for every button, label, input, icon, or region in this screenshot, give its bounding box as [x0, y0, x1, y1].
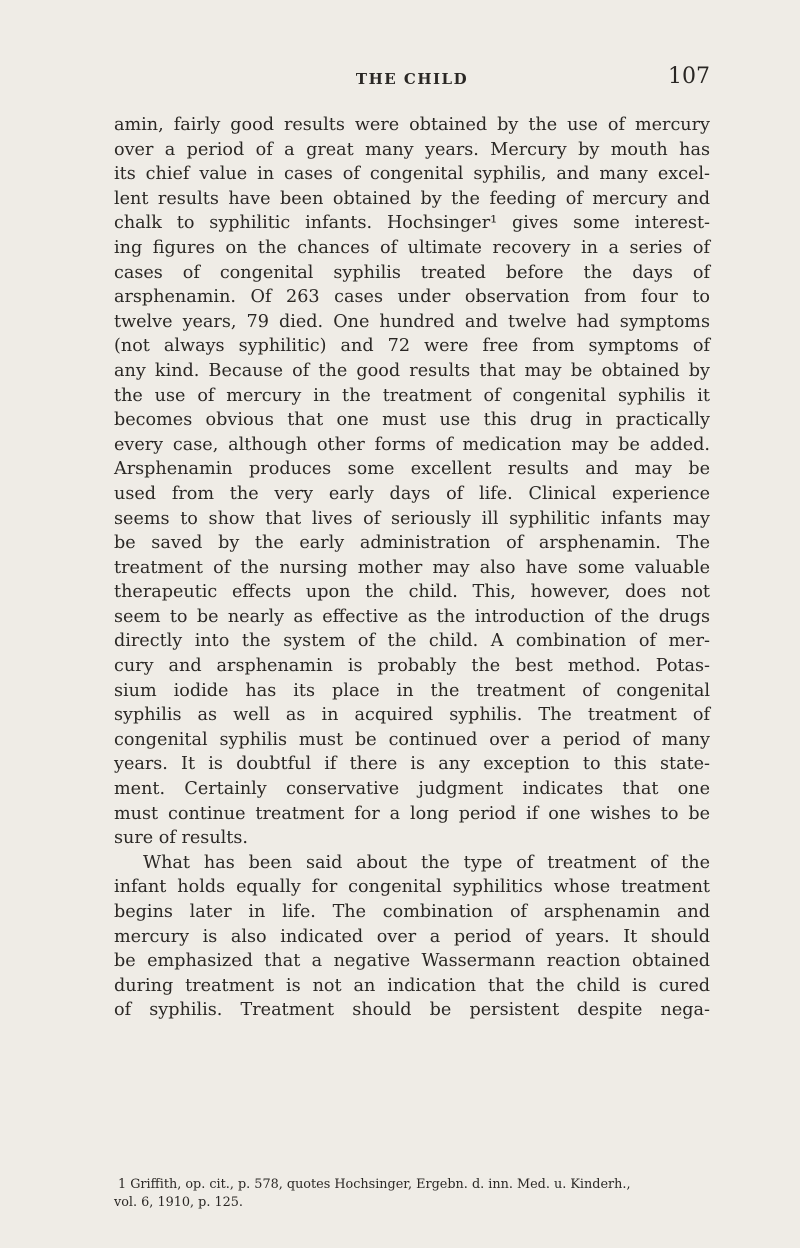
footnote-line: vol. 6, 1910, p. 125.	[114, 1195, 243, 1210]
text-line: cury and arsphenamin is probably the best method. Potas-	[114, 656, 710, 677]
text-line: infant holds equally for congenital syphilitics whose treatment	[114, 877, 710, 898]
text-line: cases of congenital syphilis treated before the days of	[114, 262, 710, 283]
running-title: THE CHILD	[355, 70, 469, 88]
text-line: used from the very early days of life. Clinical experience	[114, 483, 710, 504]
text-line: treatment of the nursing mother may also have some valuable	[114, 557, 710, 578]
text-line: (not always syphilitic) and 72 were free from symptoms of	[114, 336, 710, 357]
text-line: sure of results.	[114, 828, 248, 849]
text-line: seems to show that lives of seriously ill syphilitic infants may	[114, 508, 710, 529]
page-number: 107	[668, 64, 710, 89]
text-line: ing figures on the chances of ultimate recovery in a series of	[114, 237, 710, 258]
text-line: of syphilis. Treatment should be persistent despite nega-	[114, 1000, 710, 1021]
text-line: therapeutic effects upon the child. This, however, does not	[114, 582, 710, 603]
text-line: arsphenamin. Of 263 cases under observation from four to	[114, 287, 710, 308]
text-line: lent results have been obtained by the feeding of mercury and	[114, 188, 710, 209]
text-line: directly into the system of the child. A combination of mer-	[114, 631, 710, 652]
text-line: during treatment is not an indication that the child is cured	[114, 975, 710, 996]
text-line: its chief value in cases of congenital syphilis, and many excel-	[114, 164, 710, 185]
text-line: amin, fairly good results were obtained by the use of mercury	[114, 115, 710, 135]
text-line: becomes obvious that one must use this drug in practically	[114, 410, 710, 431]
text-line: every case, although other forms of medication may be added.	[114, 434, 710, 455]
text-line: ment. Certainly conservative judgment indicates that one	[114, 779, 710, 800]
text-line: must continue treatment for a long period if one wishes to be	[114, 803, 710, 824]
text-line: What has been said about the type of treatment of the	[143, 852, 710, 873]
text-line: sium iodide has its place in the treatment of congenital	[114, 680, 710, 701]
footnote-line: 1 Griffith, op. cit., p. 578, quotes Hochsinger, Ergebn. d. inn. Med. u. Kinderh.,	[118, 1177, 631, 1192]
text-line: mercury is also indicated over a period of years. It should	[114, 926, 710, 947]
text-line: seem to be nearly as effective as the introduction of the drugs	[114, 606, 710, 627]
text-line: over a period of a great many years. Mercury by mouth has	[114, 139, 710, 160]
text-line: syphilis as well as in acquired syphilis. The treatment of	[114, 705, 710, 726]
text-line: Arsphenamin produces some excellent results and may be	[114, 459, 710, 480]
text-line: be emphasized that a negative Wassermann reaction obtained	[114, 951, 710, 972]
text-line: congenital syphilis must be continued over a period of many	[114, 729, 710, 750]
text-line: the use of mercury in the treatment of congenital syphilis it	[114, 385, 710, 406]
text-line: any kind. Because of the good results that may be obtained by	[114, 360, 710, 381]
body-text	[114, 113, 710, 1023]
text-line: be saved by the early administration of arsphenamin. The	[114, 533, 710, 554]
text-line: years. It is doubtful if there is any exception to this state-	[114, 754, 710, 775]
text-line: begins later in life. The combination of arsphenamin and	[114, 902, 710, 922]
footnote	[114, 1176, 710, 1212]
running-head	[114, 64, 710, 94]
text-line: chalk to syphilitic infants. Hochsinger¹ gives some interest-	[114, 213, 710, 234]
text-line: twelve years, 79 died. One hundred and twelve had symptoms	[114, 311, 710, 332]
